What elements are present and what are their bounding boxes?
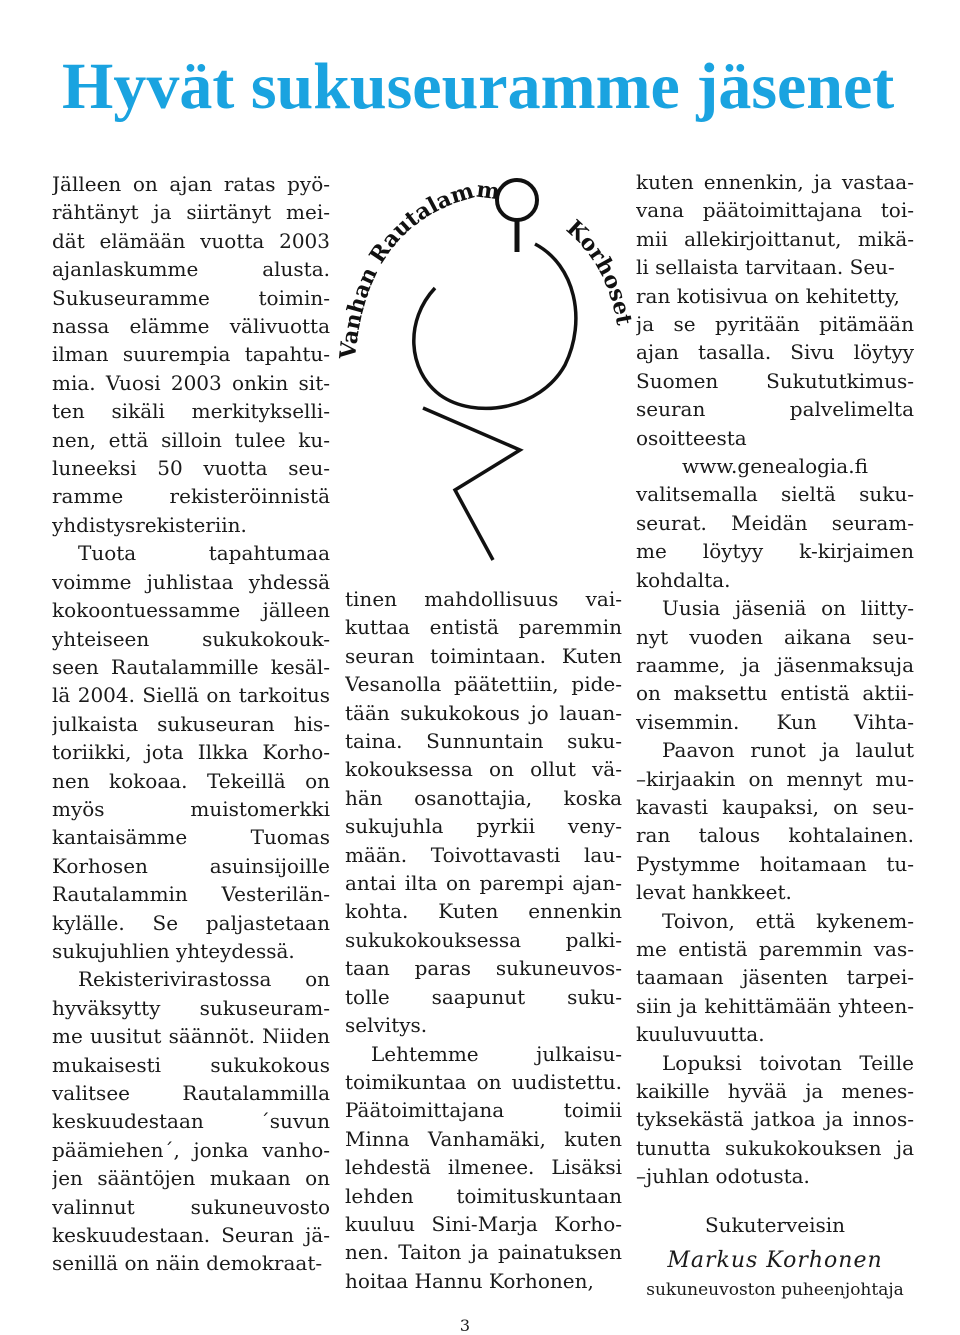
text-line: voimme juhlistaa yhdessä: [52, 569, 330, 594]
text-line: valitsee Rautalammilla: [52, 1081, 330, 1105]
text-line: Lehtemme julkaisu-: [371, 1041, 622, 1066]
text-line: Sukuseuramme toimin-: [52, 285, 330, 310]
text-line: keskuudestaan ´suvun: [52, 1109, 330, 1134]
text-line: ja se pyritään pitämään: [636, 312, 914, 337]
text-line: raamme, ja jäsenmaksuja: [636, 652, 914, 677]
text-line: luneeksi 50 vuotta seu-: [52, 456, 330, 481]
text-line: Jälleen on ajan ratas pyö-: [52, 172, 330, 196]
text-line: kohta. Kuten ennenkin: [345, 899, 622, 924]
text-line: nyt vuoden aikana seu-: [636, 624, 914, 649]
text-line: nen kokoaa. Tekeillä on: [52, 768, 330, 793]
text-line: senillä on näin demokraat-: [52, 1251, 323, 1276]
text-line: keskuudestaan. Seuran jä-: [52, 1223, 330, 1248]
text-line: kuttaa entistä paremmin: [345, 615, 622, 640]
text-line: www.genealogia.fi: [682, 454, 868, 479]
text-line: ajan tasalla. Sivu löytyy: [636, 340, 914, 365]
text-line: –juhlan odotusta.: [636, 1164, 810, 1189]
text-line: kaikille hyvää ja menes-: [636, 1079, 914, 1103]
text-line: sukujuhla pyrkii veny-: [345, 814, 622, 839]
text-line: hoitaa Hannu Korhonen,: [345, 1268, 594, 1293]
text-line: Päätoimittajana toimii: [345, 1098, 622, 1123]
text-line: Suomen Sukututkimus-: [636, 368, 914, 393]
text-line: tolle saapunut suku-: [345, 984, 622, 1009]
text-line: Uusia jäseniä on liitty-: [662, 596, 914, 621]
text-line: kuuluvuutta.: [636, 1022, 765, 1047]
text-line: rähtänyt ja siirtänyt mei-: [52, 200, 330, 225]
text-line: siin ja kehittämään yhteen-: [636, 993, 914, 1018]
text-line: taan paras sukuneuvos-: [345, 956, 622, 981]
text-line: kohdalta.: [636, 567, 731, 592]
text-line: Lopuksi toivotan Teille: [662, 1050, 914, 1075]
text-line: antai ilta on parempi ajan-: [345, 871, 622, 896]
text-line: tyksekästä jatkoa ja innos-: [636, 1107, 914, 1132]
text-line: Rautalammin Vesterilän-: [52, 882, 330, 907]
text-line: Paavon runot ja laulut: [662, 738, 914, 763]
text-line: –kirjaakin on mennyt mu-: [636, 766, 914, 791]
text-line: me uusitut säännöt. Niiden: [52, 1024, 330, 1049]
text-line: kantaisämme Tuomas: [52, 825, 330, 850]
text-line: tään sukukokous jo lauan-: [345, 700, 622, 725]
text-line: Toivon, että kykenem-: [662, 908, 914, 933]
text-line: seurat. Meidän seuram-: [636, 510, 914, 535]
text-line: taina. Sunnuntain suku-: [345, 729, 622, 754]
logo-text-right: Korhoset: [561, 215, 638, 328]
text-line: lä 2004. Siellä on tarkoitus: [52, 683, 330, 708]
text-line: mii allekirjoittanut, mikä-: [636, 226, 914, 251]
text-line: mia. Vuosi 2003 onkin sit-: [52, 370, 330, 395]
text-line: seuran palvelimelta: [636, 397, 914, 422]
text-line: mukaisesti sukukokous: [52, 1052, 330, 1077]
logo-curve: [414, 244, 576, 408]
text-line: Minna Vanhamäki, kuten: [345, 1126, 622, 1151]
text-line: hän osanottajia, koska: [345, 785, 622, 810]
article-column-2: [345, 585, 622, 1295]
text-line: ten sikäli merkitykselli-: [52, 399, 330, 424]
text-line: yhteiseen sukukokouk-: [52, 626, 330, 651]
text-line: li sellaista tarvitaan. Seu-: [636, 255, 895, 280]
text-line: kuuluu Sini-Marja Korho-: [345, 1211, 622, 1236]
text-line: Tuota tapahtumaa: [78, 541, 330, 566]
text-line: ajanlaskumme alusta.: [52, 257, 330, 282]
text-line: on maksettu entistä aktii-: [636, 681, 914, 706]
text-line: sukukokouksessa palki-: [345, 927, 622, 952]
text-line: toriikki, jota Ilkka Korho-: [52, 740, 330, 765]
text-line: me entistä paremmin vas-: [636, 936, 914, 961]
text-line: mään. Toivottavasti lau-: [345, 842, 622, 867]
text-line: taamaan jäsenten tarpei-: [636, 965, 914, 990]
text-line: dät elämään vuotta 2003: [52, 228, 330, 253]
page-number: 3: [459, 1316, 471, 1335]
text-line: tunutta sukukokouksen ja: [636, 1135, 914, 1160]
article-column-3: [636, 168, 914, 1191]
logo-text-left: Vanhan Rautalamm: [335, 176, 502, 361]
signature-greeting: Sukuterveisin: [704, 1213, 846, 1237]
text-line: nen, että silloin tulee ku-: [52, 427, 330, 452]
text-line: levat hankkeet.: [636, 880, 792, 905]
text-line: visemmin. Kun Vihta-: [636, 709, 914, 734]
text-line: lehden toimituskuntaan: [345, 1183, 622, 1208]
text-line: Pystymme hoitamaan tu-: [636, 851, 914, 876]
text-line: kuten ennenkin, ja vastaa-: [636, 170, 914, 194]
text-line: vana päätoimittajana toi-: [636, 198, 914, 223]
text-line: yhdistysrekisteriin.: [52, 512, 247, 537]
text-line: päämiehen´, jonka vanho-: [52, 1137, 330, 1162]
text-line: sukujuhlien yhteydessä.: [52, 938, 295, 963]
text-line: nassa elämme välivuotta: [52, 314, 330, 339]
logo-emblem: [325, 160, 645, 580]
text-line: ilman suurempia tapahtu-: [52, 342, 330, 367]
text-line: ramme rekisteröinnistä: [52, 484, 330, 509]
family-society-logo: [325, 160, 645, 580]
text-line: jen sääntöjen mukaan on: [52, 1166, 330, 1191]
text-line: Korhosen asuinsijoille: [52, 853, 330, 878]
text-line: seen Rautalammille kesäl-: [52, 654, 330, 679]
text-line: ran talous kohtalainen.: [636, 823, 914, 848]
text-line: selvitys.: [345, 1013, 428, 1038]
text-line: toimikuntaa on uudistettu.: [345, 1069, 622, 1094]
text-line: valinnut sukuneuvosto: [52, 1194, 330, 1219]
signature-name: Markus Korhonen: [667, 1248, 883, 1273]
text-line: osoitteesta: [636, 425, 747, 450]
text-line: Vesanolla päätettiin, pide-: [345, 672, 622, 697]
article-title: Hyvät sukuseuramme jäsenet: [62, 50, 895, 123]
text-line: nen. Taiton ja painatuksen: [345, 1240, 622, 1265]
text-line: tinen mahdollisuus vai-: [345, 587, 622, 611]
text-line: kokouksessa on ollut vä-: [345, 757, 622, 782]
text-line: hyväksytty sukuseuram-: [52, 995, 330, 1020]
text-line: Rekisterivirastossa on: [78, 967, 330, 992]
text-line: me löytyy k-kirjaimen: [636, 539, 914, 564]
text-line: seuran toimintaan. Kuten: [345, 643, 622, 668]
text-line: ran kotisivua on kehitetty,: [636, 283, 900, 308]
text-line: valitsemalla sieltä suku-: [636, 482, 914, 507]
logo-zigzag: [423, 408, 520, 560]
text-line: kavasti kaupaksi, on seu-: [636, 794, 914, 819]
article-column-1: [52, 170, 330, 1278]
logo-ring: [497, 180, 537, 220]
text-line: kokoontuessamme jälleen: [52, 598, 330, 623]
signature-role: sukuneuvoston puheenjohtaja: [646, 1280, 904, 1300]
text-line: lehdestä ilmenee. Lisäksi: [345, 1155, 622, 1180]
text-line: julkaista sukuseuran his-: [52, 711, 330, 736]
text-line: myös muistomerkki: [52, 796, 330, 821]
text-line: kylälle. Se paljastetaan: [52, 910, 330, 935]
